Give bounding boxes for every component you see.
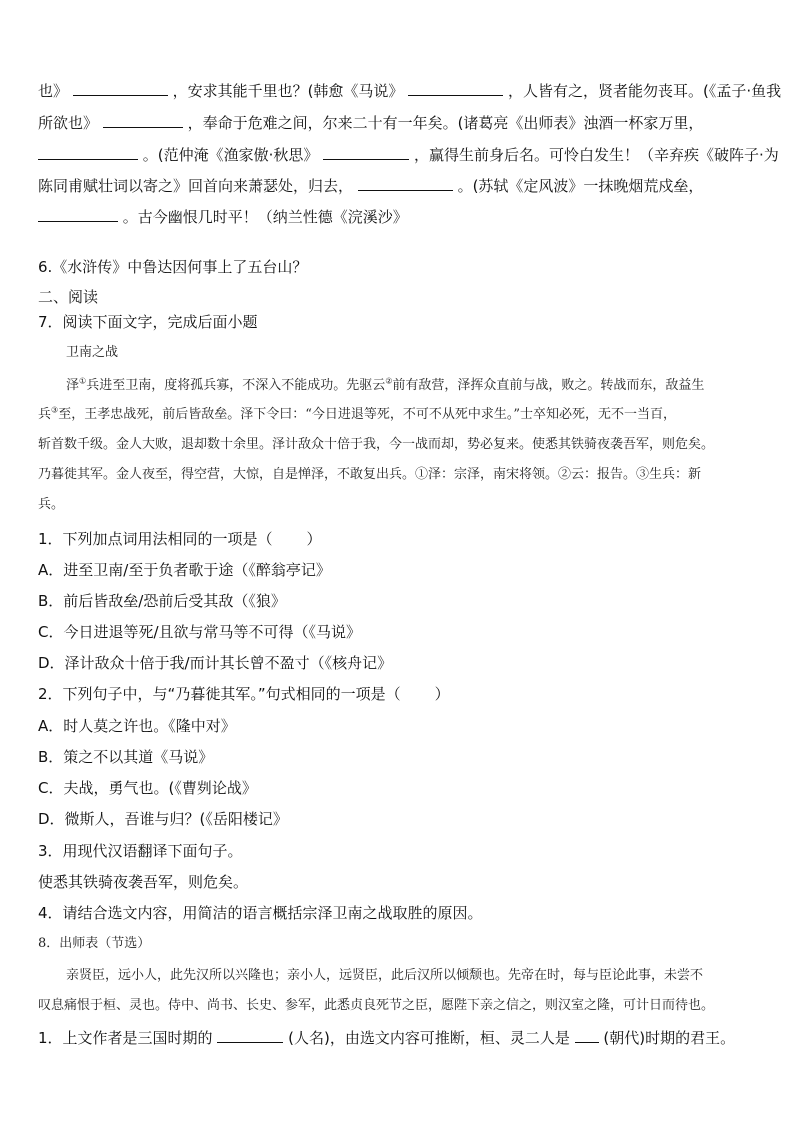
- passage-line: 兵。: [38, 497, 65, 512]
- poem-text: 陈同甫赋壮词以寄之》回首向来萧瑟处，归去，: [38, 177, 354, 195]
- question-7-intro: 7．阅读下面文字，完成后面小题: [38, 313, 258, 331]
- poem-text: 。古今幽恨几时平！（纳兰性德《浣溪沙》: [122, 208, 408, 226]
- poem-line-3: [38, 145, 779, 165]
- poem-text: ，安求其能千里也？(韩愈《马说》: [172, 82, 404, 100]
- subquestion-4: 4．请结合选文内容，用简洁的语言概括宗泽卫南之战取胜的原因。: [38, 904, 483, 922]
- answer-blank[interactable]: [38, 145, 138, 160]
- answer-blank[interactable]: [103, 113, 183, 128]
- poem-text: 。(苏轼《定风波》一抹晚烟荒戍垒，: [457, 177, 704, 195]
- option-c[interactable]: C．今日进退等死/且欲与常马等不可得（《马说》: [38, 623, 362, 641]
- question-8-sub-1: 1．上文作者是三国时期的 (人名)，由选文内容可推断，桓、灵二人是 (朝代)时期的君王。: [38, 1029, 736, 1047]
- answer-blank[interactable]: [575, 1028, 599, 1043]
- subquestion-3: 3．用现代汉语翻译下面句子。: [38, 842, 243, 860]
- poem-line-2: [38, 113, 764, 133]
- answer-blank[interactable]: [408, 81, 503, 96]
- passage-line: 亲贤臣，远小人，此先汉所以兴隆也；亲小人，远贤臣，此后汉所以倾颓也。先帝在时，每与臣论此事，未尝不: [66, 968, 704, 983]
- footnote-marker: ③: [51, 405, 59, 415]
- question-6: 6.《水浒传》中鲁达因何事上了五台山？: [38, 258, 308, 276]
- poem-text: ，人皆有之，贤者能勿丧耳。(《孟子·鱼我: [508, 82, 782, 100]
- subquestion-2: 2．下列句子中，与“乃暮徙其军。”句式相同的一项是（ ）: [38, 685, 450, 703]
- option-b[interactable]: B．前后皆敌垒/恐前后受其敌（《狼》: [38, 592, 286, 610]
- passage-line: 泽①兵进至卫南，度将孤兵寡，不深入不能成功。先驱云②前有敌营，泽挥众直前与战，败之。转战而东，敌益生: [66, 376, 705, 393]
- answer-blank[interactable]: [358, 176, 453, 191]
- footnote-marker: ②: [385, 376, 393, 386]
- answer-blank[interactable]: [323, 145, 409, 160]
- option-d[interactable]: D．微斯人，吾谁与归？(《岳阳楼记》: [38, 810, 288, 828]
- passage-line: 叹息痛恨于桓、灵也。侍中、尚书、长史、参军，此悉贞良死节之臣，愿陛下亲之信之，则汉室之隆，可计日而待也。: [38, 998, 715, 1013]
- section-heading: 二、阅读: [38, 288, 99, 306]
- poem-text: ，奉命于危难之间，尔来二十有一年矣。(诸葛亮《出师表》浊酒一杯家万里，: [187, 114, 704, 132]
- option-a[interactable]: A．时人莫之许也。《隆中对》: [38, 717, 236, 735]
- translation-sentence: 使悉其铁骑夜袭吾军，则危矣。: [38, 873, 249, 891]
- answer-blank[interactable]: [217, 1028, 283, 1043]
- option-a[interactable]: A．进至卫南/至于负者歌于途（《醉翁亭记》: [38, 561, 331, 579]
- answer-blank[interactable]: [73, 81, 168, 96]
- poem-line-4: [38, 176, 764, 196]
- poem-text: 。(范仲淹《渔家傲·秋思》: [142, 146, 319, 164]
- option-b[interactable]: B．策之不以其道《马说》: [38, 748, 214, 766]
- poem-text: 所欲也》: [38, 114, 99, 132]
- poem-line-1: [38, 81, 782, 101]
- subquestion-1: 1．下列加点词用法相同的一项是（ ）: [38, 530, 322, 548]
- option-d[interactable]: D．泽计敌众十倍于我/而计其长曾不盈寸（《核舟记》: [38, 654, 393, 672]
- poem-line-5: [38, 207, 764, 227]
- passage-line: 斩首数千级。金人大败，退却数十余里。泽计敌众十倍于我，今一战而却，势必复来。使悉其铁骑夜袭吾军，则危矣。: [38, 437, 715, 452]
- footnote-marker: ①: [79, 376, 87, 386]
- passage-title: 卫南之战: [66, 345, 119, 360]
- answer-blank[interactable]: [38, 207, 118, 222]
- question-8-title: 8．出师表（节选）: [38, 936, 151, 951]
- passage-line: 兵③至，王孝忠战死，前后皆敌垒。泽下令曰：“今日进退等死，不可不从死中求生。”士卒知必死，无不一当百，: [38, 405, 676, 422]
- option-c[interactable]: C．夫战，勇气也。(《曹刿论战》: [38, 779, 257, 797]
- passage-line: 乃暮徙其军。金人夜至，得空营，大惊，自是惮泽，不敢复出兵。①泽：宗泽，南宋将领。②云：报告。③生兵：新: [38, 467, 702, 482]
- poem-text: 也》: [38, 82, 69, 100]
- poem-text: ，赢得生前身后名。可怜白发生！（辛弃疾《破阵子·为: [413, 146, 779, 164]
